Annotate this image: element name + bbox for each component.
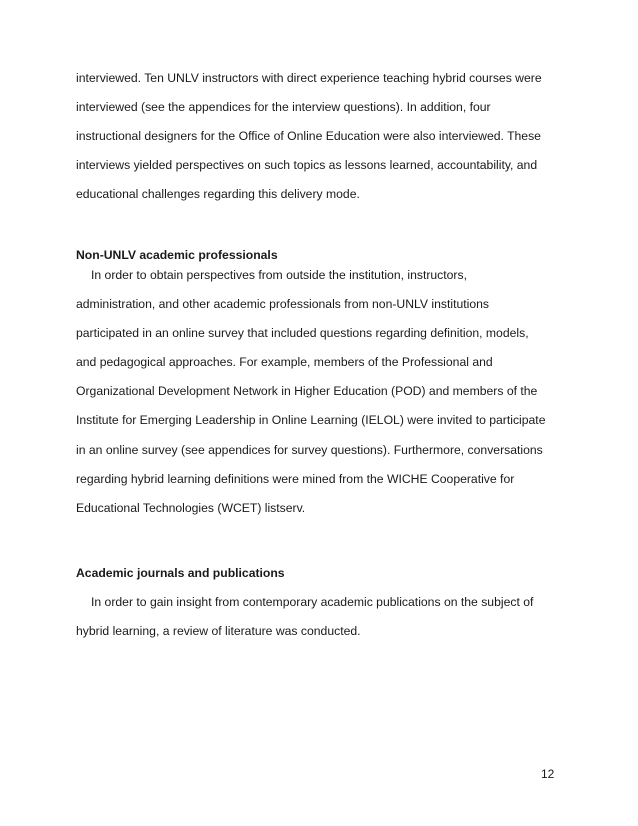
- paragraph-line: In order to gain insight from contemporary academic publications on the subject of: [91, 595, 534, 609]
- paragraph-line: interviews yielded perspectives on such topics as lessons learned, accountability, and: [76, 158, 538, 173]
- paragraph-line: participated in an online survey that included questions regarding definition, models,: [76, 326, 529, 341]
- section-heading-academic-journals: Academic journals and publications: [76, 566, 285, 580]
- section-heading-non-unlv: Non-UNLV academic professionals: [76, 248, 278, 262]
- paragraph-line: interviewed. Ten UNLV instructors with direct experience teaching hybrid courses were: [76, 71, 542, 85]
- paragraph-line: administration, and other academic professionals from non-UNLV institutions: [76, 297, 489, 312]
- paragraph-line: educational challenges regarding this delivery mode.: [76, 187, 360, 202]
- paragraph-line: regarding hybrid learning definitions were mined from the WICHE Cooperative for: [76, 471, 515, 486]
- intro-paragraph: [76, 64, 576, 209]
- academic-journals-paragraph: [76, 588, 576, 646]
- paragraph-line: Institute for Emerging Leadership in Online Learning (IELOL) were invited to participate: [76, 413, 546, 428]
- paragraph-line: Educational Technologies (WCET) listserv.: [76, 500, 306, 515]
- non-unlv-paragraph: [76, 261, 576, 523]
- paragraph-line: instructional designers for the Office of Online Education were also interviewed. These: [76, 129, 541, 144]
- paragraph-line: interviewed (see the appendices for the interview questions). In addition, four: [76, 100, 491, 115]
- paragraph-line: in an online survey (see appendices for survey questions). Furthermore, conversations: [76, 442, 543, 457]
- paragraph-line: hybrid learning, a review of literature was conducted.: [76, 624, 361, 639]
- paragraph-line: In order to obtain perspectives from outside the institution, instructors,: [91, 268, 467, 282]
- page-number: 12: [541, 767, 555, 781]
- paragraph-line: and pedagogical approaches. For example, members of the Professional and: [76, 355, 493, 370]
- paragraph-line: Organizational Development Network in Higher Education (POD) and members of the: [76, 384, 538, 399]
